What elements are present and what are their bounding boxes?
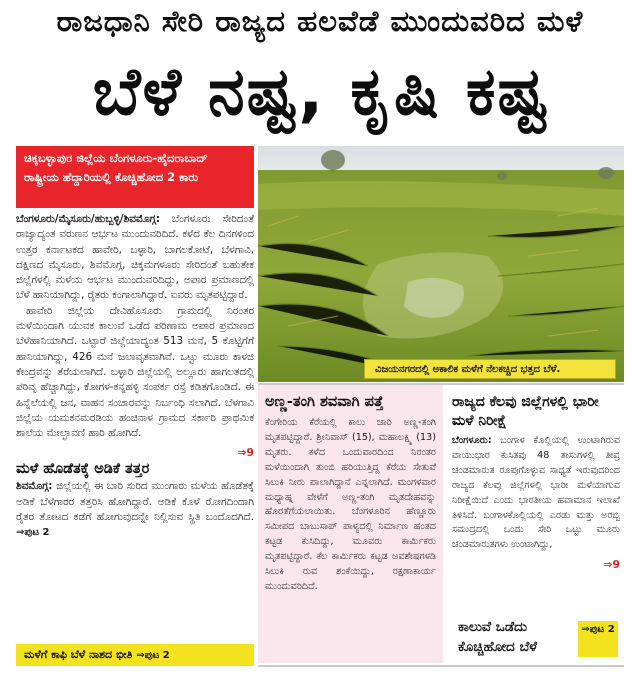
forecast-story-body xyxy=(452,434,620,553)
arecanut-continued-link[interactable]: ⇒ಪುಟ 2 xyxy=(16,527,50,539)
canal-story-title: ಕಾಲುವೆ ಒಡೆದು ಕೊಚ್ಚಿಹೋದ ಬೆಳೆ xyxy=(458,619,538,655)
main-story-continued-link[interactable]: ⇒9 xyxy=(237,446,254,460)
headline-main: ಬೆಳೆ ನಷ್ಟ, ಕೃಷಿ ಕಷ್ಟ xyxy=(92,53,550,130)
coffee-strip-text: ಮಳೆಗೆ ಕಾಫಿ ಬೆಳೆ ನಾಶದ ಭೀತಿ xyxy=(24,648,133,661)
paddy-field-image xyxy=(258,146,624,382)
siblings-story-title: ಅಣ್ಣ-ತಂಗಿ ಶವವಾಗಿ ಪತ್ತೆ xyxy=(265,394,384,410)
paddy-field-photo xyxy=(258,146,624,382)
main-story-para-2 xyxy=(16,304,254,442)
main-story-dateline: ಬೆಂಗಳೂರು/ಮೈಸೂರು/ಹುಬ್ಬಳ್ಳಿ/ಶಿವಮೊಗ್ಗ: xyxy=(16,213,161,225)
divider-bottom xyxy=(258,665,624,667)
coffee-strip xyxy=(16,644,254,666)
main-story-text-2: ಹಾವೇರಿ ಜಿಲ್ಲೆಯ ದೇವಿಹೊಸೂರು ಗ್ರಾಮದಲ್ಲಿ ನಿರಂತರ ಮಳೆಯಿಂದಾಗಿ ಯುವಕ ಕಾಲುವೆ ಒಡೆದ ಪರಿಣಾಮ ಅಪಾರ ಪ್ರಮಾಣದ ಬೆಳೆಹಾನಿಯಾಗಿದೆ. ಒಟ್ಟಾರೆ ಜಿಲ್ಲೆಯಾದ್ಯಂತ 513 ಮನೆ, 5 ಕೊಟ್ಟಿಗೆಗೆ ಹಾನಿಯಾಗಿದ್ದು, 426 ಮನೆ ಜಲಾವೃತವಾಗಿವೆ. ಒಟ್ಟು ಮೂರು ಕಾಳಜಿ ಕೇಂದ್ರವನ್ನು ತೆರೆಯಲಾಗಿದೆ. ಬಳ್ಳಾರಿ ಜಿಲ್ಲೆಯಲ್ಲಿ ಅಲ್ಲೂರು ಹಾಗಲತದಲ್ಲಿ ಪರಿವೃ ಹೆಚ್ಚಾಗಿದ್ದು, ಕೋಗಳ-ಕನ್ನಹಳ್ಳಿ ಸಂಪರ್ಕ ರಸ್ತೆ ಕಡಿತಗೊಂಡಿದೆ. ಈ ಹಿನ್ನೆಲೆಯಲ್ಲಿ ಜನ, ವಾಹನ ಸಂಚಾರವನ್ನು ನಿರ್ಬಂಧಿ ಸಲಾಗಿದೆ. ಬೆಳಗಾವಿ ಜಿಲ್ಲೆಯ ಯಮಕನಮರಡಿಯ ಹಂಚಿನಾಳ ಗ್ರಾಮದ ಸರ್ಕಾರಿ ಪ್ರಾಥಮಿಕ ಶಾಲೆಯ ಮೇಲ್ಛಾವಣಿ ಹಾರಿ ಹೋಗಿದೆ. xyxy=(16,304,254,440)
canal-continued-link[interactable]: ⇒ಪುಟ 2 xyxy=(578,621,618,657)
forecast-story-text: ಬಂಗಾಳ ಕೊಲ್ಲಿಯಲ್ಲಿ ಉಂಟಾಗಿರುವ ವಾಯುಭಾರ ಕುಸಿತವು 48 ತಾಸುಗಳಲ್ಲಿ ತೀವ್ರ ಚಂಡಮಾರುತ ರೂಪುಗೊಳ್ಳುವ ಸಾಧ್ಯತೆ ಇರುವುದರಿಂದ ರಾಜ್ಯದ ಕೆಲವು ಜಿಲ್ಲೆಗಳಲ್ಲಿ ಭಾರೀ ಮಳೆಯಾಗುವ ನಿರೀಕ್ಷೆಯಿದೆ ಎಂದು ಭಾರತೀಯ ಹವಾಮಾನ ಇಲಾಖೆ ತಿಳಿಸಿದೆ. ಬಂಗಾಳಕೊಲ್ಲಿಯಲ್ಲಿ ಎರಡು ಮತ್ತು ಅರಬ್ಬಿ ಸಮುದ್ರದಲ್ಲಿ ಒಂದು ಸೇರಿ ಒಟ್ಟು ಮೂರು ಚಂಡಮಾರುತಗಳು ಉಂಟಾಗಿದ್ದು, xyxy=(452,435,620,551)
arecanut-story-title: ಮಳೆ ಹೊಡೆತಕ್ಕೆ ಅಡಿಕೆ ತತ್ತರ xyxy=(16,461,150,478)
forecast-story-dateline: ಬೆಂಗಳೂರು: xyxy=(452,435,492,446)
main-story-text-1: ಬೆಂಗಳೂರು ಸೇರಿದಂತೆ ರಾಜ್ಯಾದ್ಯಂತ ವರುಣನ ಆರ್ಭಟ ಮುಂದುವರಿದಿದೆ. ಕಳೆದ ಕೆಲ ದಿನಗಳಿಂದ ಉತ್ತರ ಕರ್ನಾಟಕದ ಹಾವೇರಿ, ಬಳ್ಳಾರಿ, ಬಾಗಲಕೋಟೆ, ಬೆಳಗಾವಿ, ದಕ್ಷಿಣದ ಮೈಸೂರು, ಶಿವಮೊಗ್ಗ, ಚಿಕ್ಕಮಗಳೂರು ಸೇರಿದಂತೆ ಬಹುತೇಕ ಜಿಲ್ಲೆಗಳಲ್ಲಿ ಮಳೆಯ ಆರ್ಭಟ ಮುಂದುವರಿದಿದ್ದು, ಅಪಾರ ಪ್ರಮಾಣದಲ್ಲಿ ಬೆಳೆ ಹಾನಿಯಾಗಿದ್ದು, ರೈತರು ಕಂಗಾಲಾಗಿದ್ದಾರೆ. ಐವರು ಮೃತಪಟ್ಟಿದ್ದಾರೆ. xyxy=(16,213,254,302)
siblings-story-text: ಕೆಂಗೇರಿಯ ಕೆರೆಯಲ್ಲಿ ಕಾಲು ಜಾರಿ ಅಣ್ಣ-ತಂಗಿ ಮೃತಪಟ್ಟಿದ್ದಾರೆ. ಶ್ರೀನಿವಾಸ್ (15), ಮಹಾಲಕ್ಷ್ಮಿ (13) ಮೃತರು. ಕಳೆದ ಒಂದುವಾರದಿಂದ ನಿರಂತರ ಮಳೆಯಿಂದಾಗಿ ತುಂಬಿ ಹರಿಯುತ್ತಿದ್ದ ಕೆರೆಯ ಸೇತುವೆ ಸಿಲುಕಿ ನೀರು ಪಾಲಾಗಿದ್ದಾನೆ ಎನ್ನಲಾಗಿದೆ. ಮಂಗಳವಾರ ಮಧ್ಯಾಹ್ನ ವೇಳೆಗೆ ಅಣ್ಣ-ತಂಗಿ ಮೃತದೇಹವನ್ನು ಹೊರತೆಗೆಯಲಾಯಿತು. ಬೆಂಗಳೂರಿನ ಹೆಣ್ಣೂರು ಸಮೀಪದ ಬಾಬುಸಾಪ್ ಪಾಳ್ಯದಲ್ಲಿ ನಿರ್ಮಾಣ ಹಂತದ ಕಟ್ಟಡ ಕುಸಿದಿದ್ದು, ಮೂವರು ಕಾರ್ಮಿಕರು ಮೃತಪಟ್ಟಿದ್ದಾರೆ. ಕೆಲ ಕಾರ್ಮಿಕರು ಕಟ್ಟಡ ಅವಶೇಷಗಳಡಿ ಸಿಲುಕಿ ರುವ ಶಂಕೆಯಿದ್ದು, ರಕ್ಷಣಾಕಾರ್ಯ ಮುಂದುವರಿದಿದೆ. xyxy=(265,417,436,592)
forecast-story-title: ರಾಜ್ಯದ ಕೆಲವು ಜಿಲ್ಲೆಗಳಲ್ಲಿ ಭಾರೀ ಮಳೆ ನಿರೀಕ್ಷೆ xyxy=(452,394,599,429)
forecast-continued-link[interactable]: ⇒9 xyxy=(603,558,620,572)
arecanut-story-body xyxy=(16,479,254,540)
headline-kicker: ರಾಜಧಾನಿ ಸೇರಿ ರಾಜ್ಯದ ಹಲವೆಡೆ ಮುಂದುವರಿದ ಮಳೆ xyxy=(56,4,584,38)
main-story-para-1 xyxy=(16,212,254,304)
main-story xyxy=(16,212,254,541)
canal-story xyxy=(452,617,624,663)
coffee-continued-link[interactable]: ⇒ಪುಟ 2 xyxy=(136,650,170,661)
arecanut-story-text: ಜಿಲ್ಲೆಯಲ್ಲಿ ಈ ಬಾರಿ ಸುರಿದ ಮುಂಗಾರು ಮಳೆಯ ಹೊಡೆತಕ್ಕೆ ಅಡಿಕೆ ಬೆಳೆಗಾರರ ತತ್ತರಿಸಿ ಹೋಗಿದ್ದಾರೆ. ಅಡಿಕೆ ಕೊಳೆ ರೋಗದಿಂದಾಗಿ ರೈತರ ತೋಟದ ಕಡೆಗೆ ಹೋಗುವುದನ್ನೇ ನಿಲ್ಲಿಸುವ ಸ್ಥಿತಿ ಬಂದೊದಗಿದೆ. xyxy=(16,480,254,524)
highway-cars-box xyxy=(16,146,254,208)
highway-cars-text: ಚಿಕ್ಕಬಳ್ಳಾಪುರ ಜಿಲ್ಲೆಯ ಬೆಂಗಳೂರು-ಹೈದರಾಬಾದ್ ರಾಷ್ಟ್ರೀಯ ಹೆದ್ದಾರಿಯಲ್ಲಿ ಕೊಚ್ಚಿಹೋದ 2 ಕಾರು xyxy=(24,151,208,184)
forecast-story xyxy=(448,385,624,575)
arecanut-story-dateline: ಶಿವಮೊಗ್ಗ: xyxy=(16,480,53,493)
photo-caption: ವಿಜಯನಗರದಲ್ಲಿ ಅಕಾಲಿಕ ಮಳೆಗೆ ನೆಲಕಚ್ಚಿದ ಭತ್ತದ ಬೆಳೆ. xyxy=(364,359,616,379)
siblings-story xyxy=(258,385,443,663)
